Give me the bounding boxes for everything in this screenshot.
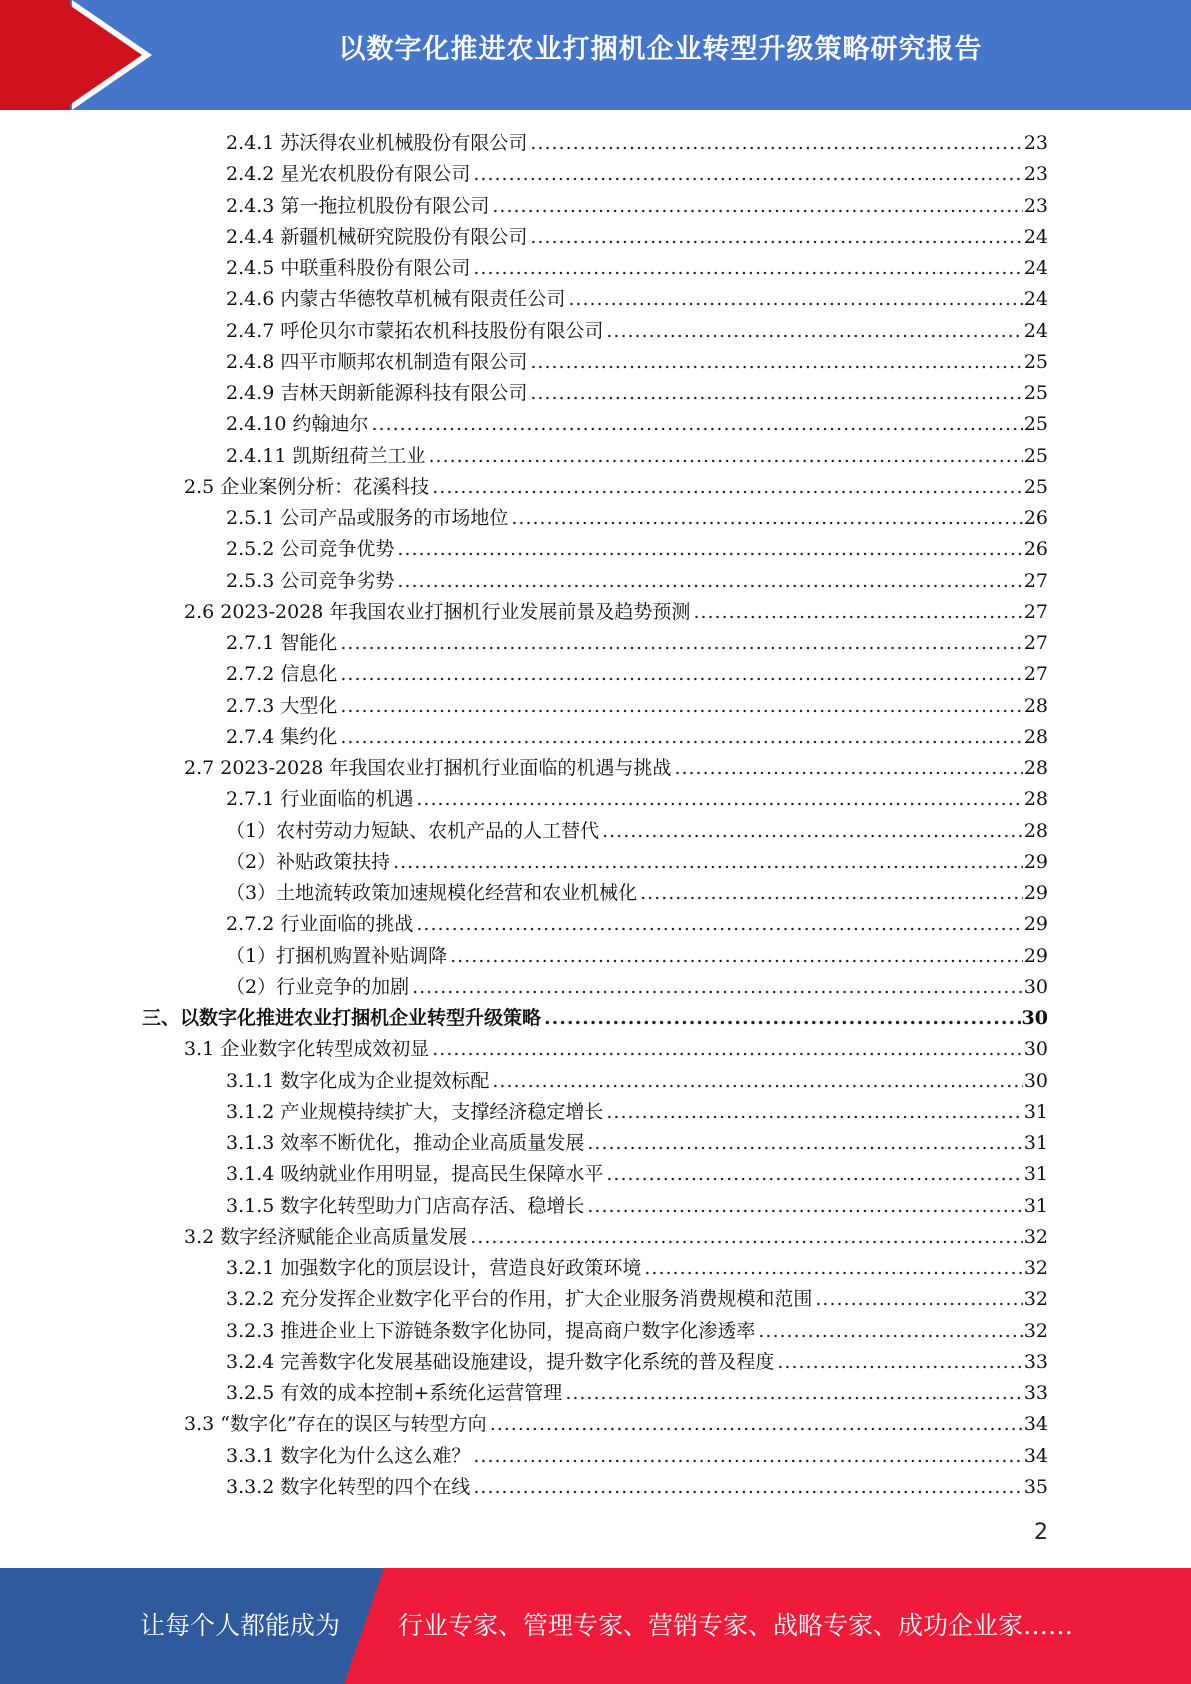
toc-entry-title: 2.4.7 呼伦贝尔市蒙拓农机科技股份有限公司 bbox=[226, 319, 604, 342]
toc-leader-dots bbox=[640, 880, 1023, 906]
toc-entry[interactable] bbox=[226, 219, 1048, 250]
toc-entry-title: 2.7.2 信息化 bbox=[226, 663, 338, 686]
toc-entry-title: 3.2.2 充分发挥企业数字化平台的作用，扩大企业服务消费规模和范围 bbox=[226, 1288, 813, 1311]
toc-entry[interactable] bbox=[226, 781, 1048, 812]
toc-leader-dots bbox=[492, 1068, 1022, 1094]
toc-entry-page: 28 bbox=[1023, 725, 1048, 748]
toc-entry[interactable] bbox=[184, 1031, 1048, 1062]
report-title: 以数字化推进农业打捆机企业转型升级策略研究报告 bbox=[338, 34, 983, 65]
toc-entry[interactable] bbox=[226, 875, 1048, 906]
toc-entry[interactable] bbox=[226, 813, 1048, 844]
toc-entry-title: （1）农村劳动力短缺、农机产品的人工替代 bbox=[226, 819, 600, 842]
toc-leader-dots bbox=[416, 911, 1022, 937]
toc-entry-page: 32 bbox=[1023, 1288, 1048, 1311]
toc-entry[interactable] bbox=[226, 1063, 1048, 1094]
toc-entry-title: 2.7.4 集约化 bbox=[226, 725, 338, 748]
toc-entry-title: 2.5 企业案例分析：花溪科技 bbox=[184, 475, 430, 498]
toc-entry-title: 2.4.10 约翰迪尔 bbox=[226, 413, 369, 436]
toc-leader-dots bbox=[530, 130, 1022, 156]
toc-entry-page: 25 bbox=[1023, 413, 1048, 436]
toc-entry-title: 3.1.1 数字化成为企业提效标配 bbox=[226, 1069, 490, 1092]
toc-leader-dots bbox=[568, 286, 1022, 312]
toc-entry[interactable] bbox=[226, 281, 1048, 312]
toc-entry-title: 2.4.3 第一拖拉机股份有限公司 bbox=[226, 194, 490, 217]
toc-entry-page: 27 bbox=[1023, 569, 1048, 592]
footer-slogan-left: 让每个人都能成为 bbox=[140, 1611, 341, 1640]
toc-entry[interactable] bbox=[226, 719, 1048, 750]
toc-entry-title: 2.7.2 行业面临的挑战 bbox=[226, 913, 414, 936]
toc-entry-page: 29 bbox=[1023, 944, 1048, 967]
toc-entry-page: 30 bbox=[1021, 1007, 1048, 1029]
toc-entry[interactable] bbox=[226, 1281, 1048, 1312]
toc-leader-dots bbox=[490, 1411, 1023, 1437]
toc-entry-page: 31 bbox=[1023, 1163, 1048, 1186]
page-footer bbox=[0, 1568, 1191, 1684]
toc-leader-dots bbox=[511, 505, 1022, 531]
toc-leader-dots bbox=[432, 1036, 1023, 1062]
toc-entry-title: 2.4.5 中联重科股份有限公司 bbox=[226, 257, 471, 279]
toc-entry[interactable] bbox=[184, 1406, 1048, 1437]
toc-leader-dots bbox=[473, 1443, 1022, 1469]
toc-entry-title: （2）行业竞争的加剧 bbox=[226, 975, 410, 998]
toc-entry[interactable] bbox=[226, 125, 1048, 156]
toc-entry-title: 3.2 数字经济赋能企业高质量发展 bbox=[184, 1225, 468, 1248]
toc-leader-dots bbox=[470, 1224, 1023, 1250]
toc-entry[interactable] bbox=[184, 594, 1048, 625]
toc-leader-dots bbox=[450, 943, 1023, 969]
toc-entry[interactable] bbox=[226, 406, 1048, 437]
toc-entry-page: 25 bbox=[1023, 475, 1048, 498]
toc-entry-title: 3.3.2 数字化转型的四个在线 bbox=[226, 1475, 471, 1498]
toc-entry-title: 三、以数字化推进农业打捆机企业转型升级策略 bbox=[142, 1007, 542, 1029]
toc-entry[interactable] bbox=[226, 1313, 1048, 1344]
toc-entry-page: 31 bbox=[1023, 1100, 1048, 1123]
toc-entry[interactable] bbox=[226, 1188, 1048, 1219]
toc-leader-dots bbox=[693, 599, 1022, 625]
toc-entry-title: 2.4.8 四平市顺邦农机制造有限公司 bbox=[226, 350, 528, 373]
toc-entry[interactable] bbox=[226, 438, 1048, 469]
toc-entry-title: （1）打捆机购置补贴调降 bbox=[226, 944, 448, 967]
toc-entry-page: 31 bbox=[1023, 1194, 1048, 1217]
toc-entry-page: 34 bbox=[1023, 1413, 1048, 1436]
toc-entry-page: 24 bbox=[1023, 319, 1048, 342]
toc-leader-dots bbox=[428, 443, 1022, 469]
toc-entry[interactable] bbox=[226, 1344, 1048, 1375]
toc-entry[interactable] bbox=[226, 1250, 1048, 1281]
toc-leader-dots bbox=[340, 724, 1022, 750]
toc-leader-dots bbox=[602, 818, 1023, 844]
toc-entry-title: 3.1.3 效率不断优化，推动企业高质量发展 bbox=[226, 1132, 585, 1154]
toc-entry-title: 2.5.1 公司产品或服务的市场地位 bbox=[226, 507, 509, 529]
toc-entry-page: 32 bbox=[1023, 1319, 1048, 1342]
toc-entry[interactable] bbox=[226, 375, 1048, 406]
toc-entry-page: 23 bbox=[1023, 132, 1048, 154]
toc-entry[interactable] bbox=[226, 1125, 1048, 1156]
toc-entry-page: 27 bbox=[1023, 663, 1048, 686]
toc-entry-page: 32 bbox=[1023, 1225, 1048, 1248]
toc-leader-dots bbox=[544, 1005, 1021, 1031]
toc-entry-title: 3.2.4 完善数字化发展基础设施建设，提升数字化系统的普及程度 bbox=[226, 1350, 775, 1373]
toc-entry-title: 2.7 2023-2028 年我国农业打捆机行业面临的机遇与挑战 bbox=[184, 757, 672, 779]
toc-entry-title: 3.3.1 数字化为什么这么难？ bbox=[226, 1444, 471, 1467]
toc-entry-title: 2.4.2 星光农机股份有限公司 bbox=[226, 163, 471, 186]
toc-entry[interactable] bbox=[226, 563, 1048, 594]
page-number: 2 bbox=[1034, 1520, 1048, 1545]
footer-slant-divider bbox=[344, 1568, 384, 1684]
toc-leader-dots bbox=[393, 849, 1023, 875]
toc-entry[interactable] bbox=[226, 906, 1048, 937]
toc-entry[interactable] bbox=[184, 750, 1048, 781]
toc-entry-page: 27 bbox=[1023, 632, 1048, 654]
toc-leader-dots bbox=[397, 536, 1022, 562]
toc-entry[interactable] bbox=[226, 1156, 1048, 1187]
footer-slogan-right: 行业专家、管理专家、营销专家、战略专家、成功企业家…… bbox=[398, 1611, 1074, 1640]
header-red-chevron bbox=[62, 0, 142, 110]
toc-entry-page: 29 bbox=[1023, 913, 1048, 936]
toc-entry-page: 28 bbox=[1023, 757, 1048, 779]
toc-entry[interactable] bbox=[226, 625, 1048, 656]
toc-entry[interactable] bbox=[226, 1375, 1048, 1406]
toc-leader-dots bbox=[644, 1255, 1022, 1281]
toc-entry-title: 2.4.1 苏沃得农业机械股份有限公司 bbox=[226, 132, 528, 154]
toc-entry[interactable] bbox=[226, 969, 1048, 1000]
toc-leader-dots bbox=[340, 661, 1022, 687]
toc-entry-page: 28 bbox=[1023, 694, 1048, 717]
toc-entry-title: （2）补贴政策扶持 bbox=[226, 850, 391, 873]
toc-entry-page: 29 bbox=[1023, 882, 1048, 904]
toc-leader-dots bbox=[473, 1474, 1022, 1500]
toc-entry-page: 30 bbox=[1023, 1038, 1048, 1061]
toc-entry-title: 2.6 2023-2028 年我国农业打捆机行业发展前景及趋势预测 bbox=[184, 600, 691, 623]
toc-entry[interactable] bbox=[226, 1094, 1048, 1125]
toc-entry[interactable] bbox=[226, 500, 1048, 531]
toc-entry-page: 35 bbox=[1023, 1475, 1048, 1498]
toc-leader-dots bbox=[473, 161, 1022, 187]
toc-leader-dots bbox=[758, 1318, 1022, 1344]
toc-entry-title: 2.7.1 行业面临的机遇 bbox=[226, 788, 414, 811]
toc-leader-dots bbox=[587, 1193, 1022, 1219]
toc-entry-title: 3.1 企业数字化转型成效初显 bbox=[184, 1038, 430, 1061]
toc-leader-dots bbox=[416, 786, 1022, 812]
toc-entry-page: 33 bbox=[1023, 1350, 1048, 1373]
toc-entry-title: 3.3 “数字化”存在的误区与转型方向 bbox=[184, 1413, 487, 1436]
toc-entry-title: 2.4.4 新疆机械研究院股份有限公司 bbox=[226, 225, 528, 248]
toc-entry-title: 3.2.1 加强数字化的顶层设计，营造良好政策环境 bbox=[226, 1257, 642, 1279]
toc-entry-page: 30 bbox=[1023, 1069, 1048, 1092]
toc-leader-dots bbox=[432, 474, 1023, 500]
toc-entry-title: 2.5.3 公司竞争劣势 bbox=[226, 569, 395, 592]
toc-entry-page: 26 bbox=[1023, 507, 1048, 529]
toc-entry-page: 24 bbox=[1023, 288, 1048, 311]
toc-entry[interactable] bbox=[226, 656, 1048, 687]
toc-entry[interactable] bbox=[226, 844, 1048, 875]
toc-entry[interactable] bbox=[226, 531, 1048, 562]
toc-entry-title: （3）土地流转政策加速规模化经营和农业机械化 bbox=[226, 882, 638, 904]
toc-leader-dots bbox=[565, 1380, 1023, 1406]
header-red-block bbox=[0, 0, 70, 110]
toc-leader-dots bbox=[340, 630, 1022, 656]
toc-leader-dots bbox=[606, 1161, 1022, 1187]
toc-entry-title: 2.4.11 凯斯纽荷兰工业 bbox=[226, 444, 426, 467]
toc-entry-title: 2.4.9 吉林天朗新能源科技有限公司 bbox=[226, 382, 528, 404]
toc-entry-page: 24 bbox=[1023, 225, 1048, 248]
toc-leader-dots bbox=[397, 568, 1022, 594]
toc-entry-page: 30 bbox=[1023, 975, 1048, 998]
toc-entry[interactable] bbox=[142, 1000, 1048, 1031]
toc-entry[interactable] bbox=[226, 1469, 1048, 1500]
toc-entry[interactable] bbox=[226, 938, 1048, 969]
toc-entry-page: 23 bbox=[1023, 194, 1048, 217]
toc-entry-title: 2.7.3 大型化 bbox=[226, 694, 338, 717]
toc-entry-page: 34 bbox=[1023, 1444, 1048, 1467]
toc-entry-page: 33 bbox=[1023, 1382, 1048, 1404]
toc-entry-title: 3.1.2 产业规模持续扩大，支撑经济稳定增长 bbox=[226, 1100, 604, 1123]
toc-entry-title: 2.7.1 智能化 bbox=[226, 632, 338, 654]
toc-entry-title: 3.1.4 吸纳就业作用明显，提高民生保障水平 bbox=[226, 1163, 604, 1186]
toc-leader-dots bbox=[530, 380, 1022, 406]
toc-entry[interactable] bbox=[226, 1438, 1048, 1469]
toc-entry-title: 2.4.6 内蒙古华德牧草机械有限责任公司 bbox=[226, 288, 566, 311]
toc-entry-title: 3.2.5 有效的成本控制+系统化运营管理 bbox=[226, 1382, 563, 1404]
toc-entry-page: 29 bbox=[1023, 850, 1048, 873]
toc-entry[interactable] bbox=[226, 688, 1048, 719]
toc-entry-page: 25 bbox=[1023, 382, 1048, 404]
toc-leader-dots bbox=[674, 755, 1022, 781]
toc-leader-dots bbox=[492, 193, 1022, 219]
toc-entry-page: 28 bbox=[1023, 819, 1048, 842]
page-header bbox=[0, 0, 1191, 110]
toc-leader-dots bbox=[340, 693, 1022, 719]
toc-entry[interactable] bbox=[226, 156, 1048, 187]
toc-entry-title: 2.5.2 公司竞争优势 bbox=[226, 538, 395, 561]
toc-entry-page: 32 bbox=[1023, 1257, 1048, 1279]
toc-leader-dots bbox=[606, 1099, 1022, 1125]
toc-leader-dots bbox=[530, 224, 1022, 250]
toc-entry-page: 28 bbox=[1023, 788, 1048, 811]
toc-entry-page: 25 bbox=[1023, 350, 1048, 373]
toc-entry[interactable] bbox=[226, 344, 1048, 375]
toc-entry[interactable] bbox=[184, 469, 1048, 500]
toc-leader-dots bbox=[412, 974, 1023, 1000]
toc-leader-dots bbox=[606, 318, 1022, 344]
toc-leader-dots bbox=[473, 255, 1022, 281]
toc-entry-page: 24 bbox=[1023, 257, 1048, 279]
toc-entry-page: 31 bbox=[1023, 1132, 1048, 1154]
toc-leader-dots bbox=[815, 1286, 1022, 1312]
toc-entry[interactable] bbox=[226, 250, 1048, 281]
toc-entry[interactable] bbox=[184, 1219, 1048, 1250]
toc-entry-page: 23 bbox=[1023, 163, 1048, 186]
toc-entry-page: 26 bbox=[1023, 538, 1048, 561]
toc-entry-title: 3.1.5 数字化转型助力门店高存活、稳增长 bbox=[226, 1194, 585, 1217]
toc-leader-dots bbox=[530, 349, 1022, 375]
toc-entry[interactable] bbox=[226, 313, 1048, 344]
toc-leader-dots bbox=[587, 1130, 1022, 1156]
toc-entry[interactable] bbox=[226, 188, 1048, 219]
toc-entry-page: 27 bbox=[1023, 600, 1048, 623]
toc-entry-title: 3.2.3 推进企业上下游链条数字化协同，提高商户数字化渗透率 bbox=[226, 1319, 756, 1342]
toc-leader-dots bbox=[371, 411, 1022, 437]
toc-leader-dots bbox=[777, 1349, 1022, 1375]
toc-entry-page: 25 bbox=[1023, 444, 1048, 467]
